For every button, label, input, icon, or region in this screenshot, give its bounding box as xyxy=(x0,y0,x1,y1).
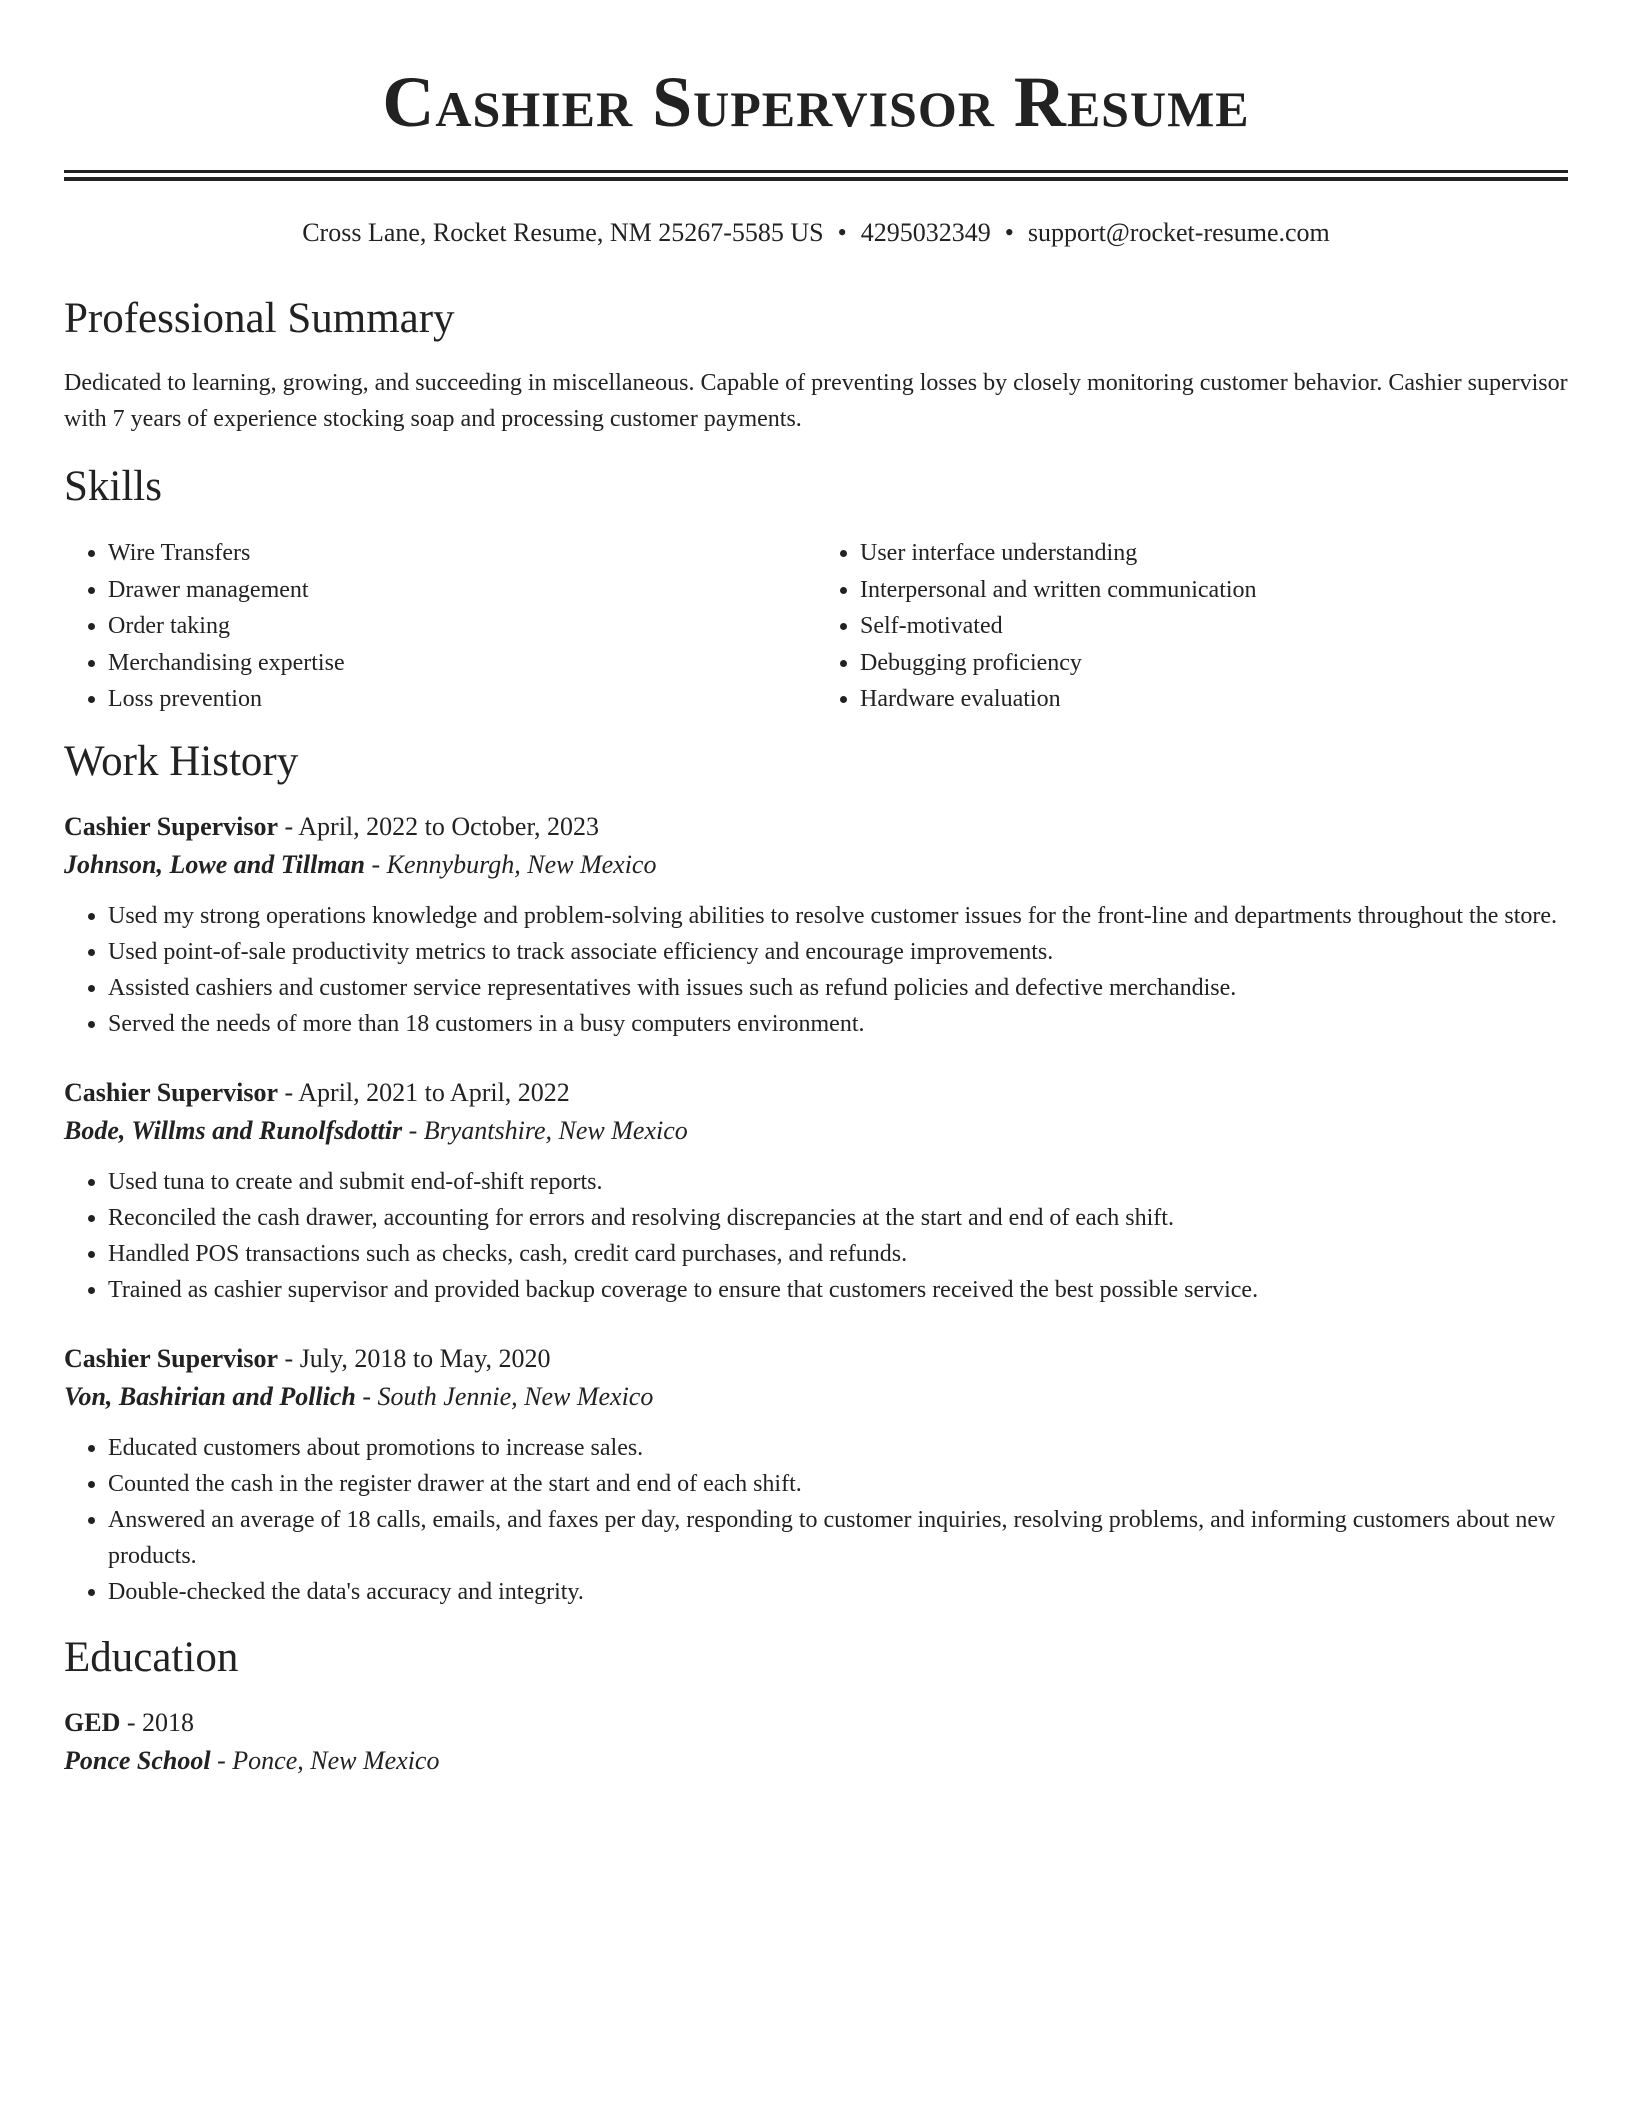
job-entry xyxy=(64,1340,1568,1610)
duty-item: • Used tuna to create and submit end-of-shift reports. xyxy=(108,1164,1568,1200)
contact-line xyxy=(64,215,1568,251)
job-header xyxy=(64,808,1568,846)
job-header xyxy=(64,1074,1568,1112)
education-header xyxy=(64,1704,1568,1742)
duty-item: • Used my strong operations knowledge and problem-solving abilities to resolve customer issues for the front-line and departments throughout the store. xyxy=(108,898,1568,934)
duty-item: • Trained as cashier supervisor and provided backup coverage to ensure that customers received the best possible service. xyxy=(108,1272,1568,1308)
title-divider xyxy=(64,170,1568,181)
skill-item: • Order taking xyxy=(108,608,816,645)
duty-item: • Assisted cashiers and customer service representatives with issues such as refund policies and defective merchandise. xyxy=(108,970,1568,1006)
skills-list xyxy=(64,535,1568,718)
job-company: Johnson, Lowe and Tillman xyxy=(64,849,365,879)
skills-heading: Skills xyxy=(64,463,162,510)
duty-item: • Used point-of-sale productivity metrics to track associate efficiency and encourage improvements. xyxy=(108,934,1568,970)
job-company: Von, Bashirian and Pollich xyxy=(64,1381,356,1411)
job-title: Cashier Supervisor xyxy=(64,811,279,841)
job-entry xyxy=(64,1074,1568,1308)
duty-item: • Educated customers about promotions to increase sales. xyxy=(108,1430,1568,1466)
job-employer xyxy=(64,846,1568,884)
job-dates: - July, 2018 to May, 2020 xyxy=(278,1343,551,1373)
skill-item: • Drawer management xyxy=(108,572,816,609)
job-duties xyxy=(64,1430,1568,1610)
contact-separator: • xyxy=(1004,218,1014,247)
job-location: - Kennyburgh, New Mexico xyxy=(365,849,657,879)
duty-item: • Handled POS transactions such as checks, cash, credit card purchases, and refunds. xyxy=(108,1236,1568,1272)
job-dates: - April, 2021 to April, 2022 xyxy=(278,1077,570,1107)
job-employer xyxy=(64,1112,1568,1150)
job-entry xyxy=(64,808,1568,1042)
education-degree: GED xyxy=(64,1707,121,1737)
job-title: Cashier Supervisor xyxy=(64,1343,279,1373)
skill-item: • Hardware evaluation xyxy=(860,681,1568,718)
skill-item: • User interface understanding xyxy=(860,535,1568,572)
resume-title: Cashier Supervisor Resume xyxy=(382,62,1250,142)
job-header xyxy=(64,1340,1568,1378)
job-duties xyxy=(64,898,1568,1042)
duty-item: • Answered an average of 18 calls, emails, and faxes per day, responding to customer inquiries, resolving problems, and informing customers about new products. xyxy=(108,1502,1568,1574)
skill-item: • Wire Transfers xyxy=(108,535,816,572)
duty-item: • Served the needs of more than 18 customers in a busy computers environment. xyxy=(108,1006,1568,1042)
skills-column-right xyxy=(816,535,1568,718)
summary-heading: Professional Summary xyxy=(64,295,455,342)
job-location: - Bryantshire, New Mexico xyxy=(402,1115,688,1145)
job-company: Bode, Willms and Runolfsdottir xyxy=(64,1115,403,1145)
education-year: - 2018 xyxy=(120,1707,195,1737)
duty-item: • Reconciled the cash drawer, accounting for errors and resolving discrepancies at the start and end of each shift. xyxy=(108,1200,1568,1236)
skill-item: • Debugging proficiency xyxy=(860,645,1568,682)
job-employer xyxy=(64,1378,1568,1416)
education-location: - Ponce, New Mexico xyxy=(210,1745,440,1775)
job-location: - South Jennie, New Mexico xyxy=(355,1381,654,1411)
summary-text: Dedicated to learning, growing, and succeeding in miscellaneous. Capable of preventing losses by closely monitoring customer behavior. Cashier supervisor with 7 years of experience stocking soap and processing customer payments. xyxy=(64,370,1568,432)
skill-item: • Self-motivated xyxy=(860,608,1568,645)
duty-item: • Counted the cash in the register drawer at the start and end of each shift. xyxy=(108,1466,1568,1502)
skill-item: • Merchandising expertise xyxy=(108,645,816,682)
job-duties xyxy=(64,1164,1568,1308)
contact-phone: 4295032349 xyxy=(860,218,991,247)
job-title: Cashier Supervisor xyxy=(64,1077,279,1107)
skill-item: • Loss prevention xyxy=(108,681,816,718)
education-school-line xyxy=(64,1742,1568,1780)
job-dates: - April, 2022 to October, 2023 xyxy=(278,811,600,841)
education-entry xyxy=(64,1704,1568,1780)
education-heading: Education xyxy=(64,1633,239,1681)
education-school: Ponce School xyxy=(64,1745,211,1775)
contact-email: support@rocket-resume.com xyxy=(1027,218,1330,247)
skills-column-left xyxy=(64,535,816,718)
work-history-heading: Work History xyxy=(64,737,299,785)
contact-address: Cross Lane, Rocket Resume, NM 25267-5585 US xyxy=(302,218,824,247)
contact-separator: • xyxy=(837,218,847,247)
skill-item: • Interpersonal and written communication xyxy=(860,572,1568,609)
duty-item: • Double-checked the data's accuracy and integrity. xyxy=(108,1574,1568,1610)
